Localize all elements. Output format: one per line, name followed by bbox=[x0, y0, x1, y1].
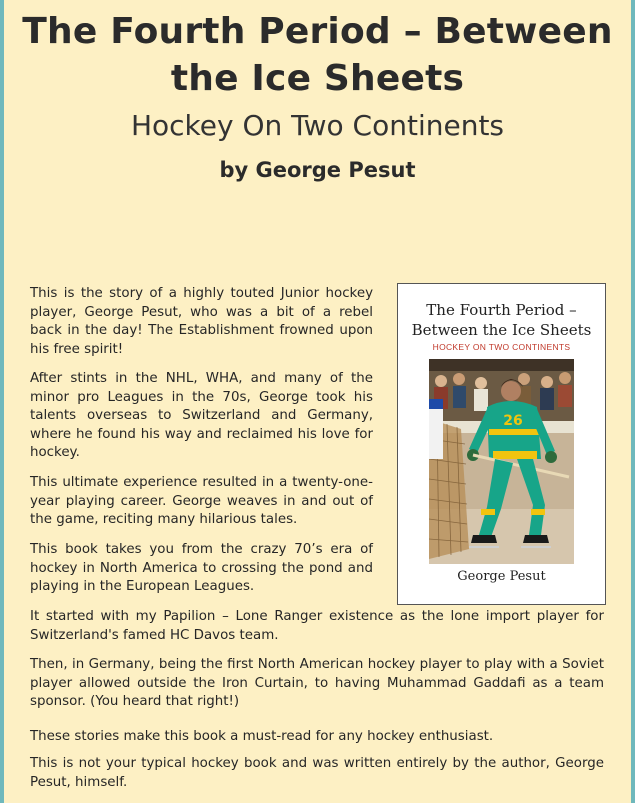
paragraph-8: This is not your typical hockey book and was written entirely by the author, George Pesut, himself. bbox=[30, 756, 604, 790]
jersey-number: 26 bbox=[503, 413, 523, 429]
title-line-2: the Ice Sheets bbox=[170, 58, 465, 99]
paragraph-4: This book takes you from the crazy 70’s era of hockey in North America to crossing the pond and playing in the European Leagues. bbox=[30, 542, 373, 595]
cover-title bbox=[398, 300, 605, 340]
paragraph-7: These stories make this book a must-read for any hockey enthusiast. bbox=[30, 729, 494, 744]
byline: by George Pesut bbox=[219, 158, 416, 182]
hockey-player-illustration bbox=[429, 359, 574, 564]
paragraph-6: Then, in Germany, being the first North American hockey player to play with a Soviet player allowed outside the Iron Curtain, to having Muhammad Gaddafi as a team sponsor. (You heard that right!) bbox=[30, 657, 604, 710]
cover-title-line-1: The Fourth Period – bbox=[426, 301, 577, 319]
cover-author: George Pesut bbox=[457, 569, 546, 584]
paragraph-3: This ultimate experience resulted in a twenty-one-year playing career. George weaves in and out of the game, reciting many hilarious tales. bbox=[30, 475, 373, 528]
paragraph-1: This is the story of a highly touted Junior hockey player, George Pesut, who was a bit of a rebel back in the day! The Establishment frowned upon his free spirit! bbox=[30, 286, 373, 357]
page-subtitle: Hockey On Two Continents bbox=[130, 109, 505, 142]
cover-photo bbox=[429, 359, 574, 564]
paragraph-2: After stints in the NHL, WHA, and many of the minor pro Leagues in the 70s, George took his talents overseas to Switzerland and Germany, where he found his way and reclaimed his love for hockey. bbox=[30, 371, 373, 461]
page-title bbox=[0, 8, 635, 102]
cover-title-line-2: Between the Ice Sheets bbox=[411, 321, 592, 339]
paragraph-5: It started with my Papilion – Lone Ranger existence as the lone import player for Switzerland's famed HC Davos team. bbox=[30, 609, 604, 643]
book-cover bbox=[397, 283, 606, 605]
cover-subtitle: HOCKEY ON TWO CONTINENTS bbox=[432, 342, 571, 352]
title-line-1: The Fourth Period – Between bbox=[22, 11, 613, 52]
